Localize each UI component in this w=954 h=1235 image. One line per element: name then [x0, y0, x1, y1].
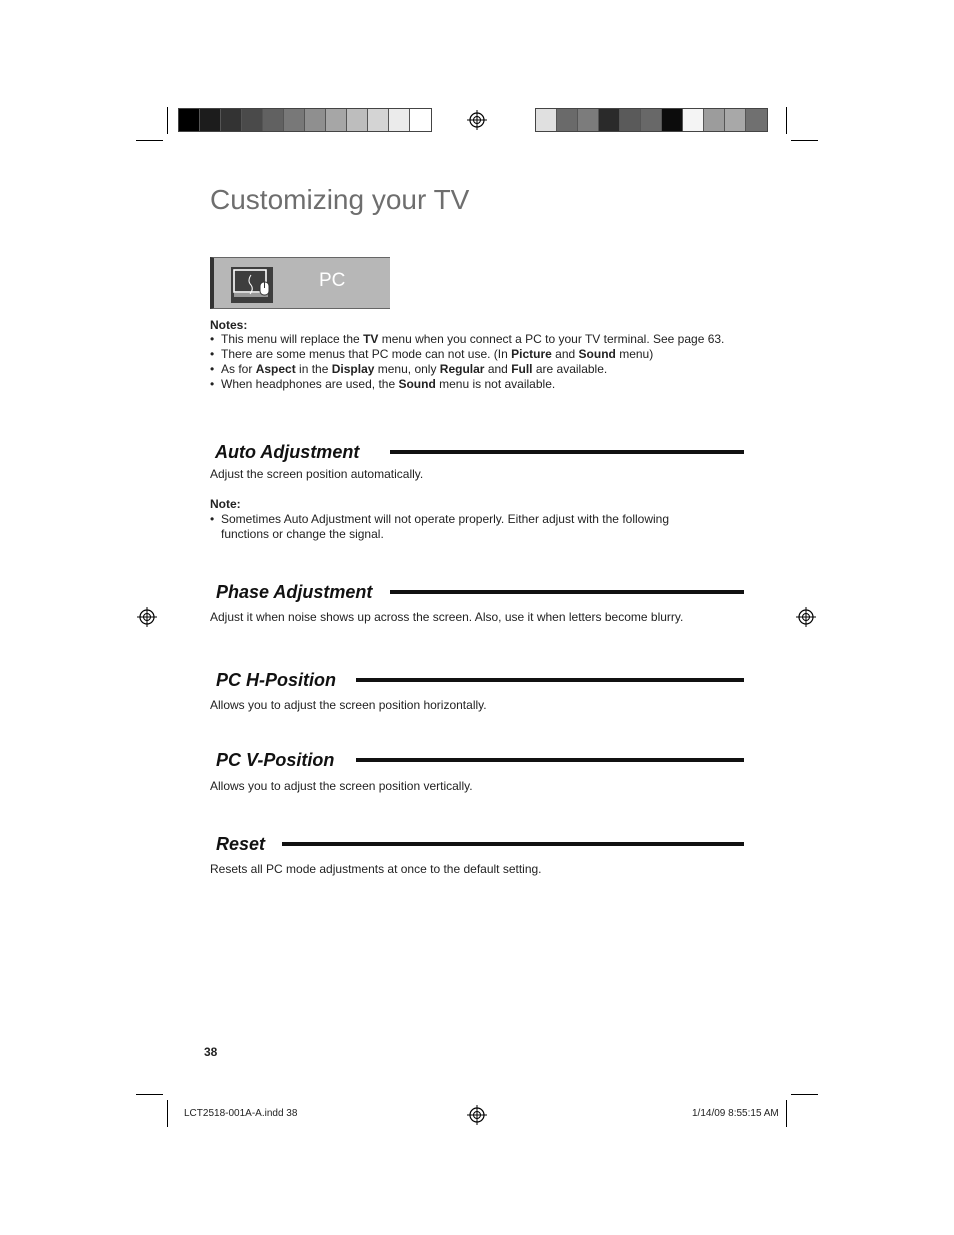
- phase-adjustment-heading: Phase Adjustment: [216, 582, 373, 602]
- note-item: • There are some menus that PC mode can not use. (In Picture and Sound menu): [210, 347, 735, 362]
- reset-heading: Reset: [216, 834, 266, 854]
- slug-filename: LCT2518-001A-A.indd 38: [184, 1108, 298, 1119]
- pc-menu-tab: [210, 257, 390, 309]
- reset-text: Resets all PC mode adjustments at once to the default setting.: [210, 862, 542, 876]
- auto-note-item: • Sometimes Auto Adjustment will not operate properly. Either adjust with the following functions or change the signal.: [210, 512, 710, 542]
- color-swatch: [326, 109, 347, 131]
- color-swatch: [368, 109, 389, 131]
- color-swatch: [620, 109, 641, 131]
- crop-mark: [167, 1100, 168, 1127]
- crop-mark: [136, 140, 163, 141]
- auto-adjustment-heading: Auto Adjustment: [215, 442, 360, 462]
- color-swatch: [305, 109, 326, 131]
- color-swatch: [557, 109, 578, 131]
- color-swatch: [578, 109, 599, 131]
- color-swatch: [242, 109, 263, 131]
- color-swatch: [725, 109, 746, 131]
- color-swatch: [221, 109, 242, 131]
- page-number: 38: [204, 1045, 218, 1059]
- color-swatch: [347, 109, 368, 131]
- crop-mark: [786, 107, 787, 134]
- note-item: • When headphones are used, the Sound menu is not available.: [210, 377, 735, 392]
- registration-mark-icon: [467, 110, 487, 130]
- section-rule: [282, 842, 744, 846]
- color-swatch: [263, 109, 284, 131]
- crop-mark: [791, 140, 818, 141]
- page-title: Customizing your TV: [210, 184, 470, 215]
- color-swatch: [410, 109, 431, 131]
- slug-timestamp: 1/14/09 8:55:15 AM: [692, 1108, 779, 1119]
- pc-h-position-text: Allows you to adjust the screen position horizontally.: [210, 698, 487, 712]
- color-swatch: [641, 109, 662, 131]
- section-rule: [356, 678, 744, 682]
- registration-mark-icon: [467, 1105, 487, 1125]
- note-item: • As for Aspect in the Display menu, only Regular and Full are available.: [210, 362, 735, 377]
- color-swatch: [683, 109, 704, 131]
- section-rule: [390, 590, 744, 594]
- auto-note-heading: Note:: [210, 497, 241, 511]
- section-rule: [356, 758, 744, 762]
- crop-mark: [791, 1094, 818, 1095]
- color-bar-right: [535, 108, 768, 132]
- pc-v-position-heading: PC V-Position: [216, 750, 335, 770]
- color-swatch: [284, 109, 305, 131]
- registration-mark-icon: [796, 607, 816, 627]
- phase-adjustment-text: Adjust it when noise shows up across the screen. Also, use it when letters become blurry.: [210, 610, 684, 624]
- color-swatch: [536, 109, 557, 131]
- color-swatch: [704, 109, 725, 131]
- pc-h-position-heading: PC H-Position: [216, 670, 336, 690]
- notes-heading: Notes:: [210, 318, 248, 332]
- color-swatch: [599, 109, 620, 131]
- crop-mark: [167, 107, 168, 134]
- auto-adjustment-text: Adjust the screen position automatically.: [210, 467, 424, 481]
- color-swatch: [662, 109, 683, 131]
- color-swatch: [389, 109, 410, 131]
- notes-list: [210, 332, 735, 392]
- monitor-mouse-icon: [231, 267, 273, 303]
- color-swatch: [179, 109, 200, 131]
- menu-tab-label: PC: [319, 270, 346, 291]
- section-rule: [390, 450, 744, 454]
- note-item: • This menu will replace the TV menu when you connect a PC to your TV terminal. See page 63.: [210, 332, 735, 347]
- registration-mark-icon: [137, 607, 157, 627]
- crop-mark: [786, 1100, 787, 1127]
- color-swatch: [200, 109, 221, 131]
- color-bar-left: [178, 108, 432, 132]
- pc-v-position-text: Allows you to adjust the screen position vertically.: [210, 779, 473, 793]
- auto-note-list: [210, 512, 710, 542]
- color-swatch: [746, 109, 767, 131]
- crop-mark: [136, 1094, 163, 1095]
